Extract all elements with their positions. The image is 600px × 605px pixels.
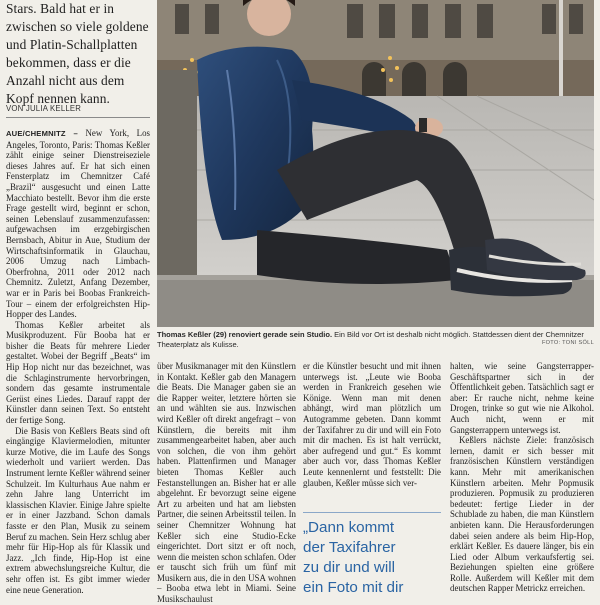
article-column-2 xyxy=(157,361,296,605)
article-dateline: AUE/CHEMNITZ – xyxy=(6,129,78,138)
article-text: New York, Los Angeles, Toronto, Paris: Thomas Keßler zählt einige seiner Dienstreiseziele dieses Jahres auf. Er hat sich einen Fensterplatz im Chemnitzer Café „Brazil“ ausgesucht und einen Latte Macchiato bestellt. Bevor ihm die erste Frage gestellt wird, beginnt er schon, seinen Lebenslauf zusammenzufassen: aufgewachsen im erzgebirgischen Bernsbach, Abitur in Aue, Studium der Wirtschaftsinformatik in Glauchau, 2006 Umzug nach Limbach-Oberfrohna, 2011 oder 2012 nach Chemnitz. Zuletzt, Anfang Dezember, war er in Paris bei Boobas Frankreich-Tour – einem der erfolgreichsten Hip-Hopper des Landes. xyxy=(6,128,150,320)
article-paragraph: Die Basis von Keßlers Beats sind oft eingängige Klaviermelodien, mitunter kurze Motive, die im Laufe des Songs wiederholt und variiert werden. Das Instrument lernte Keßler während seiner Schulzeit. Im Kulturhaus Aue nahm er zehn Jahre lang Unterricht im klassischen Klavier. Einige Jahre spielte er in einer Jazzband. Schon damals fasste er den Plan, Musik zu seinem Beruf zu machen. Sein Herz schlug aber mehr für Hip-Hop als für Klassik und Jazz. „Ich finde, Hip-Hop ist eine extrem abwechslungsreiche Kultur, die sehr offen ist. Es gibt immer wieder eine neue Generation. xyxy=(6,425,150,595)
article-paragraph: Keßlers nächste Ziele: französisch lernen, damit er sich besser mit französischen Künstlern verständigen kann. Mehr mit amerikanischen Künstlern arbeiten. Mehr Popmusik produzieren. Popmusik zu produzieren bedeutet: fertige Lieder in der Schublade zu haben, die man Künstlern anbieten kann. Die Herausforderungen dabei seien andere als beim Hip-Hop, erklärt Keßler. Es dauere länger, bis ein Lied oder Album verkaufsfertig sei. Beziehungen spielten eine größere Rolle. Außerdem will Keßler mit dem deutschen Rapper Metrickz erreichen. xyxy=(450,435,594,594)
intro-line: und Platin-Schallplatten xyxy=(6,37,138,52)
intro-line: Anzahl nicht aus dem xyxy=(6,73,125,88)
caption-lead: Thomas Keßler (29) renoviert gerade sein Studio. xyxy=(157,330,333,339)
article-paragraph: über Musikmanager mit den Künstlern in Kontakt. Keßler gab den Managern die Beats. Die Manager gaben sie an die Rapper weiter, letztere hörten sie an und wählten sie aus. Inzwischen wird Keßler oft direkt angefragt – von Künstlern, die bereits mit ihm zusammengearbeitet haben, aber auch von solchen, die von ihm gehört haben. Plattenfirmen und Manager bieten Thomas Keßler auch Festanstellungen an. Bisher hat er alle abgelehnt. Er bevorzugt seine eigene Art zu arbeiten und hat am liebsten Partner, die seinen Arbeitsstil teilen. In seiner Chemnitzer Wohnung hat Keßler sich eine Studio-Ecke eingerichtet. Dort sitzt er oft noch, wenn die meisten schon schlafen. Oder er tauscht sich früh um fünf mit Musikern aus, die in den USA wohnen – Booba etwa lebt in Miami. Seine Musikschaulust xyxy=(157,361,296,605)
article-photo xyxy=(157,0,594,327)
pullquote-divider xyxy=(303,512,441,513)
intro-paragraph xyxy=(6,0,156,108)
article-paragraph: er die Künstler besucht und mit ihnen unterwegs ist. „Leute wie Booba werden in Frankreich gesehen wie Könige. Wenn man mit denen abhängt, wird man plötzlich um Autogramme gebeten. Dann kommt der Taxifahrer zu dir und will ein Foto mit dir machen. Es ist halt verrückt, aber aufregend und gut.“ Es kommt aber auch vor, dass Thomas Keßler Leute kennenlernt und feststellt: Die glauben, Keßler müsse sich ver- xyxy=(303,361,441,488)
pullquote-line: „Dann kommt xyxy=(303,519,395,536)
intro-line: Kopf nennen kann. xyxy=(6,91,110,106)
article-column-4 xyxy=(450,361,594,594)
pullquote-line: der Taxifahrer xyxy=(303,539,396,556)
caption-text: Ein Bild vor Ort ist deshalb nicht möglich. Stattdessen dient der Chemnitzer Theaterplatz als Kulisse. xyxy=(157,330,584,349)
byline-divider xyxy=(6,117,150,118)
article-column-1 xyxy=(6,128,150,595)
intro-line: bekommen, dass er die xyxy=(6,55,131,70)
photo-caption xyxy=(157,330,594,350)
article-column-3 xyxy=(303,361,441,488)
article-paragraph: halten, wie seine Gangsterrapper-Geschäftspartner sich in der Öffentlichkeit geben. Tatsächlich sagt er aber: Er rauche nicht, nehme keine Drogen, trinke so gut wie nie Alkohol. Auch nicht, wenn er mit Gangsterrappern unterwegs ist. xyxy=(450,361,594,435)
article-paragraph xyxy=(6,128,150,320)
intro-line: zwischen so viele goldene xyxy=(6,19,149,34)
pullquote-line: ein Foto mit dir xyxy=(303,579,404,596)
article-paragraph: Thomas Keßler arbeitet als Musikproduzent. Für Booba hat er bisher die Beats für mehrere Lieder gestaltet. Wobei der Begriff „Beats“ im Hip Hop nicht nur das bezeichnet, was die Schlaginstrumente hervorbringen, sondern das gesamte instrumentale Gerüst eines Liedes. Darauf rappt der Künstler dann seinen Text. So entsteht der fertige Song. xyxy=(6,319,150,426)
pull-quote xyxy=(303,518,443,598)
pullquote-line: zu dir und will xyxy=(303,559,396,576)
photo-credit: FOTO: TONI SÖLL xyxy=(541,340,594,346)
photo-illustration xyxy=(157,0,594,327)
intro-line: Stars. Bald hat er in xyxy=(6,1,115,16)
author-byline: VON JULIA KELLER xyxy=(6,104,82,113)
